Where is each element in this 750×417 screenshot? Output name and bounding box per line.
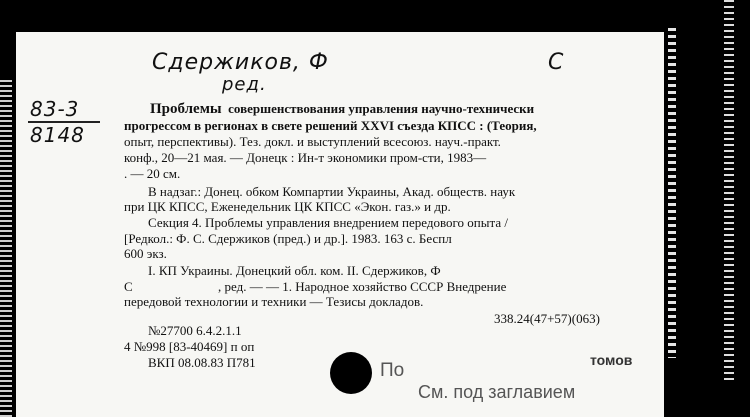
stamp-line-1-left: По [380, 360, 405, 381]
card-line-5: . — 20 см. [124, 166, 181, 181]
title-line [150, 101, 534, 117]
card-line-13: передовой технологии и техники — Тезисы докладов. [124, 294, 424, 309]
card-line-12a: С [124, 279, 133, 294]
card-number-2: 4 №998 [83-40469] п оп [124, 339, 255, 354]
card-line-12b: , ред. — — 1. Народное хозяйство СССР Внедрение [218, 279, 507, 294]
left-edge-marks [0, 80, 12, 417]
shelf-mark-top: 83-3 [30, 97, 80, 121]
card-line-9: [Редкол.: Ф. С. Сдержиков (пред.) и др.]. 1983. 163 с. Беспл [124, 231, 452, 246]
udc-code: 338.24(47+57)(063) [494, 311, 600, 326]
shelf-mark-bottom: 8148 [30, 123, 85, 147]
card-number-1: №27700 6.4.2.1.1 [148, 323, 242, 338]
card-line-7: при ЦК КПСС, Еженедельник ЦК КПСС «Экон. газ.» и др. [124, 199, 451, 214]
perforation-marks [668, 28, 676, 358]
card-line-8: Секция 4. Проблемы управления внедрением передового опыта / [148, 215, 508, 230]
stamp-line-1-right: томов [590, 352, 633, 368]
card-number-3: ВКП 08.08.83 П781 [148, 355, 256, 370]
card-line-6: В надзаг.: Донец. обком Компартии Украины, Акад. обществ. наук [148, 184, 516, 199]
handwritten-initial: С [548, 50, 565, 75]
card-line-2: прогрессом в регионах в свете решений XXVI съезда КПСС : (Теория, [124, 118, 537, 133]
handwritten-editor: ред. [222, 74, 267, 95]
card-line-10: 600 экз. [124, 246, 167, 261]
film-edge-marks [724, 0, 734, 380]
right-black-strip [664, 0, 750, 417]
stamp-line-2: См. под заглавием [418, 382, 576, 402]
card-line-4: конф., 20—21 мая. — Донецк : Ин-т экономики пром-сти, 1983— [124, 150, 487, 165]
card-line-3: опыт, перспективы). Тез. докл. и выступлений всесоюз. науч.-практ. [124, 134, 501, 149]
handwritten-author: Сдержиков, Ф [152, 50, 329, 75]
card-line-11: I. КП Украины. Донецкий обл. ком. II. Сдержиков, Ф [148, 263, 441, 278]
punch-hole [330, 352, 372, 394]
title: Проблемы [150, 101, 222, 117]
title-rest: совершенствования управления научно-технически [228, 101, 535, 116]
